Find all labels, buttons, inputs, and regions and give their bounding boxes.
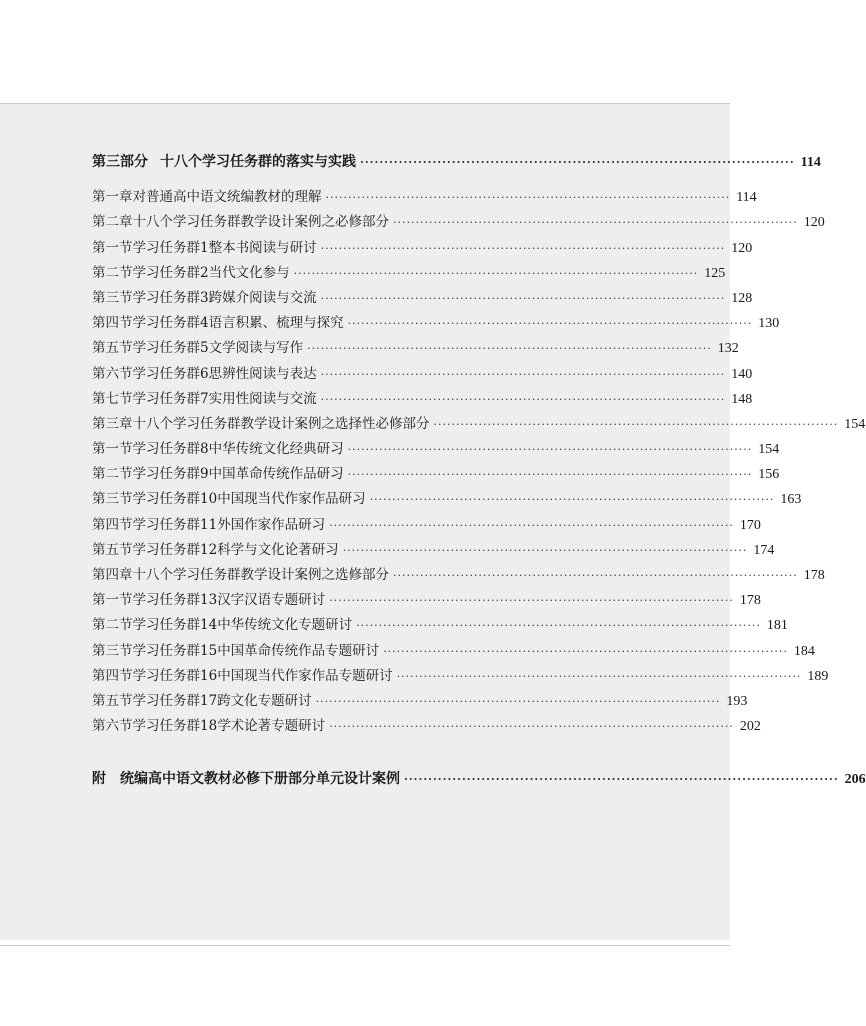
toc-entry[interactable] — [92, 639, 815, 664]
leader-dots: ·························································································· — [320, 392, 726, 406]
entry-group: 学习任务群12 — [132, 541, 218, 558]
entry-number: 第四章 — [92, 567, 133, 583]
page-number: 174 — [753, 542, 775, 558]
entry-number: 第二节 — [92, 617, 133, 634]
entry-group: 学习任务群3 — [132, 289, 209, 306]
toc-entry[interactable] — [92, 689, 748, 714]
leader-dots: ·························································································· — [356, 619, 761, 633]
leader-dots: ·························································································· — [329, 720, 734, 734]
appendix-label: 附 — [92, 771, 106, 788]
toc-entry[interactable] — [92, 437, 780, 462]
toc-entry[interactable] — [92, 462, 780, 487]
leader-dots: ·························································································· — [329, 594, 734, 608]
entry-number: 第一节 — [92, 239, 133, 256]
entry-number: 第一章 — [92, 189, 133, 206]
page-number: 114 — [736, 190, 757, 206]
leader-dots: ·························································································· — [329, 518, 734, 532]
entry-number: 第六节 — [92, 718, 133, 735]
entry-group: 学习任务群10 — [132, 491, 218, 508]
entry-number: 第五节 — [92, 340, 133, 357]
entry-title: 整本书阅读与研讨 — [208, 239, 317, 256]
page-number: 154 — [758, 442, 780, 458]
toc-entry[interactable] — [92, 185, 757, 210]
leader-dots: ·························································································· — [369, 493, 775, 507]
toc-entry[interactable] — [92, 261, 726, 286]
leader-dots: ·························································································· — [360, 156, 795, 169]
entry-group: 学习任务群16 — [132, 667, 218, 684]
toc-entry[interactable] — [92, 286, 753, 311]
leader-dots: ·························································································· — [393, 216, 798, 230]
toc-entry[interactable] — [92, 336, 739, 361]
entry-title: 中国现当代作家作品研习 — [217, 491, 366, 508]
entry-title: 跨文化专题研讨 — [217, 692, 312, 709]
page-number: 206 — [844, 772, 866, 788]
leader-dots: ·························································································· — [320, 367, 726, 381]
toc-entry[interactable] — [92, 311, 780, 336]
entry-number: 第三节 — [92, 642, 133, 659]
entry-number: 第六节 — [92, 365, 133, 382]
entry-title: 中华传统文化专题研讨 — [217, 617, 353, 634]
entry-title: 十八个学习任务群教学设计案例之选修部分 — [132, 567, 389, 583]
entry-number: 第七节 — [92, 390, 133, 407]
entry-group: 学习任务群18 — [132, 718, 218, 735]
entry-title: 科学与文化论著研习 — [217, 541, 339, 558]
entry-title: 当代文化参与 — [208, 264, 290, 281]
toc-entry[interactable] — [92, 487, 802, 512]
entry-number: 第五节 — [92, 541, 133, 558]
entry-group: 学习任务群13 — [132, 592, 218, 609]
entry-title: 语言积累、梳理与探究 — [208, 315, 344, 332]
page-number: 148 — [731, 391, 753, 407]
entry-group: 学习任务群11 — [132, 516, 218, 533]
entry-title: 十八个学习任务群教学设计案例之选择性必修部分 — [132, 415, 430, 432]
page-number: 202 — [739, 719, 761, 735]
page-number: 114 — [800, 155, 821, 170]
entry-number: 第四节 — [92, 516, 133, 533]
entry-group: 学习任务群1 — [132, 239, 209, 256]
toc-appendix-row[interactable] — [92, 767, 866, 792]
toc-part-row[interactable] — [92, 150, 821, 175]
page-number: 130 — [758, 316, 780, 332]
entry-number: 第四节 — [92, 315, 133, 332]
page-number: 170 — [739, 517, 761, 533]
entry-group: 学习任务群9 — [132, 466, 209, 483]
entry-number: 第二节 — [92, 466, 133, 483]
toc-entry[interactable] — [92, 387, 753, 412]
page-number: 154 — [844, 416, 866, 432]
toc-entry[interactable] — [92, 412, 866, 437]
page-number: 181 — [766, 618, 788, 634]
entry-group: 学习任务群4 — [132, 315, 209, 332]
table-of-contents — [92, 150, 866, 793]
page-number: 125 — [704, 265, 726, 281]
entry-title: 中华传统文化经典研习 — [208, 441, 344, 458]
entry-group: 学习任务群17 — [132, 692, 218, 709]
entry-group: 学习任务群8 — [132, 441, 209, 458]
toc-entry[interactable] — [92, 613, 788, 638]
page-number: 120 — [803, 215, 825, 231]
toc-entries — [92, 185, 866, 739]
entry-title: 学术论著专题研讨 — [217, 718, 326, 735]
toc-entry[interactable] — [92, 714, 761, 739]
entry-number: 第一节 — [92, 441, 133, 458]
leader-dots: ·························································································· — [293, 266, 699, 280]
entry-title: 文学阅读与写作 — [208, 340, 304, 357]
entry-group: 学习任务群2 — [132, 264, 209, 281]
leader-dots: ·························································································· — [347, 468, 753, 482]
page-number: 178 — [803, 568, 825, 583]
toc-entry[interactable] — [92, 538, 775, 563]
entry-title: 思辨性阅读与表达 — [208, 365, 317, 382]
leader-dots: ·························································································· — [347, 317, 753, 331]
page-number: 178 — [739, 593, 761, 609]
toc-entry[interactable] — [92, 236, 753, 261]
toc-entry[interactable] — [92, 362, 753, 387]
entry-title: 中国革命传统作品研习 — [208, 466, 344, 483]
leader-dots: ·························································································· — [320, 291, 726, 305]
entry-number: 第一节 — [92, 592, 133, 609]
leader-dots: ·························································································· — [433, 417, 839, 431]
entry-number: 第二章 — [92, 214, 133, 231]
leader-dots: ·························································································· — [404, 773, 839, 787]
part-title: 十八个学习任务群的落实与实践 — [160, 154, 356, 170]
entry-group: 学习任务群5 — [132, 340, 209, 357]
entry-title: 中国现当代作家作品专题研讨 — [217, 667, 393, 684]
entry-number: 第二节 — [92, 264, 133, 281]
entry-group: 学习任务群15 — [132, 642, 218, 659]
entry-title: 十八个学习任务群教学设计案例之必修部分 — [132, 214, 389, 231]
page-number: 189 — [807, 668, 829, 684]
leader-dots: ·························································································· — [307, 342, 712, 356]
entry-number: 第三章 — [92, 415, 133, 432]
entry-group: 学习任务群7 — [132, 390, 209, 407]
entry-group: 学习任务群14 — [132, 617, 218, 634]
toc-entry[interactable] — [92, 588, 761, 613]
leader-dots: ·························································································· — [325, 191, 731, 205]
entry-title: 实用性阅读与交流 — [208, 390, 317, 407]
entry-number: 第四节 — [92, 667, 133, 684]
page-number: 120 — [731, 240, 753, 256]
toc-entry[interactable] — [92, 563, 825, 588]
page-number: 128 — [731, 290, 753, 306]
leader-dots: ·························································································· — [347, 443, 753, 457]
entry-title: 对普通高中语文统编教材的理解 — [132, 189, 322, 206]
entry-number: 第三节 — [92, 491, 133, 508]
part-label: 第三部分 — [92, 154, 148, 170]
leader-dots: ·························································································· — [393, 569, 798, 582]
entry-title: 外国作家作品研习 — [217, 516, 326, 533]
page-number: 184 — [793, 643, 815, 659]
page-number: 140 — [731, 366, 753, 382]
entry-title: 中国革命传统作品专题研讨 — [217, 642, 380, 659]
page-number: 163 — [780, 492, 802, 508]
leader-dots: ·························································································· — [315, 694, 721, 708]
entry-title: 汉字汉语专题研讨 — [217, 592, 326, 609]
leader-dots: ·························································································· — [342, 543, 748, 557]
bottom-rule — [0, 945, 730, 946]
page-number: 156 — [758, 467, 780, 483]
toc-entry[interactable] — [92, 513, 761, 538]
page-number: 132 — [717, 341, 739, 357]
entry-number: 第三节 — [92, 289, 133, 306]
leader-dots: ·························································································· — [383, 644, 788, 658]
leader-dots: ·························································································· — [320, 241, 726, 255]
page-number: 193 — [726, 693, 748, 709]
appendix-title: 统编高中语文教材必修下册部分单元设计案例 — [120, 771, 400, 788]
entry-title: 跨媒介阅读与交流 — [208, 289, 317, 306]
toc-entry[interactable] — [92, 664, 829, 689]
entry-group: 学习任务群6 — [132, 365, 209, 382]
toc-entry[interactable] — [92, 210, 825, 235]
leader-dots: ·························································································· — [396, 669, 802, 683]
entry-number: 第五节 — [92, 692, 133, 709]
